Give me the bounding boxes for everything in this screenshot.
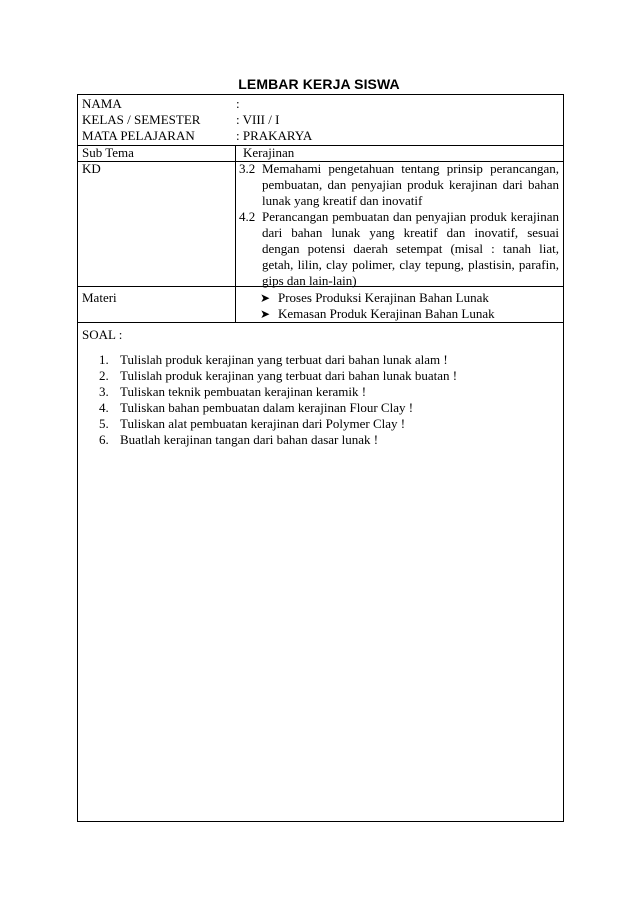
page-title: LEMBAR KERJA SISWA (238, 76, 400, 92)
kd-text: Memahami pengetahuan tentang prinsip perancangan, pembuatan, dan penyajian produk kerajinan dari bahan lunak yang kreatif dan inovatif (262, 161, 559, 208)
question-text: Buatlah kerajinan tangan dari bahan dasar lunak ! (120, 432, 379, 447)
kd-number: 4.2 (239, 209, 256, 224)
soal-title: SOAL : (82, 327, 123, 342)
kd-item (239, 209, 559, 289)
kd-label: KD (82, 161, 101, 176)
kelas-label: KELAS / SEMESTER (82, 112, 201, 127)
question-text: Tulislah produk kerajinan yang terbuat dari bahan lunak buatan ! (120, 368, 458, 383)
divider (78, 286, 563, 287)
kd-item (239, 161, 559, 209)
question-text: Tuliskan teknik pembuatan kerajinan keramik ! (120, 384, 367, 399)
nama-label: NAMA (82, 96, 122, 111)
question-number: 4. (99, 400, 109, 415)
materi-item-text: Proses Produksi Kerajinan Bahan Lunak (278, 290, 489, 305)
question-number: 1. (99, 352, 109, 367)
materi-item (260, 290, 489, 306)
question-number: 5. (99, 416, 109, 431)
mapel-value: : PRAKARYA (236, 128, 313, 143)
column-divider (235, 146, 236, 322)
mapel-label: MATA PELAJARAN (82, 128, 195, 143)
sub-tema-value: Kerajinan (243, 145, 295, 160)
materi-label: Materi (82, 290, 117, 305)
question-text: Tuliskan alat pembuatan kerajinan dari Polymer Clay ! (120, 416, 406, 431)
worksheet-table (77, 94, 564, 822)
kd-number: 3.2 (239, 161, 256, 176)
question-text: Tuliskan bahan pembuatan dalam kerajinan Flour Clay ! (120, 400, 414, 415)
materi-item-text: Kemasan Produk Kerajinan Bahan Lunak (278, 306, 495, 321)
arrow-bullet-icon: ➤ (260, 307, 271, 321)
kelas-value: : VIII / I (236, 112, 280, 127)
divider (78, 322, 563, 323)
question-text: Tulislah produk kerajinan yang terbuat dari bahan lunak alam ! (120, 352, 448, 367)
question-number: 6. (99, 432, 109, 447)
question-number: 3. (99, 384, 109, 399)
materi-item (260, 306, 495, 322)
divider (78, 145, 563, 146)
question-number: 2. (99, 368, 109, 383)
kd-text: Perancangan pembuatan dan penyajian produk kerajinan dari bahan lunak yang kreatif dan inovatif, sesuai dengan potensi daerah setempat (misal : tanah liat, getah, lilin, clay polimer, clay tepung, plastisin, parafin, gips dan lain-lain) (262, 209, 559, 288)
nama-colon: : (236, 96, 240, 111)
sub-tema-label: Sub Tema (82, 145, 134, 160)
arrow-bullet-icon: ➤ (260, 291, 271, 305)
